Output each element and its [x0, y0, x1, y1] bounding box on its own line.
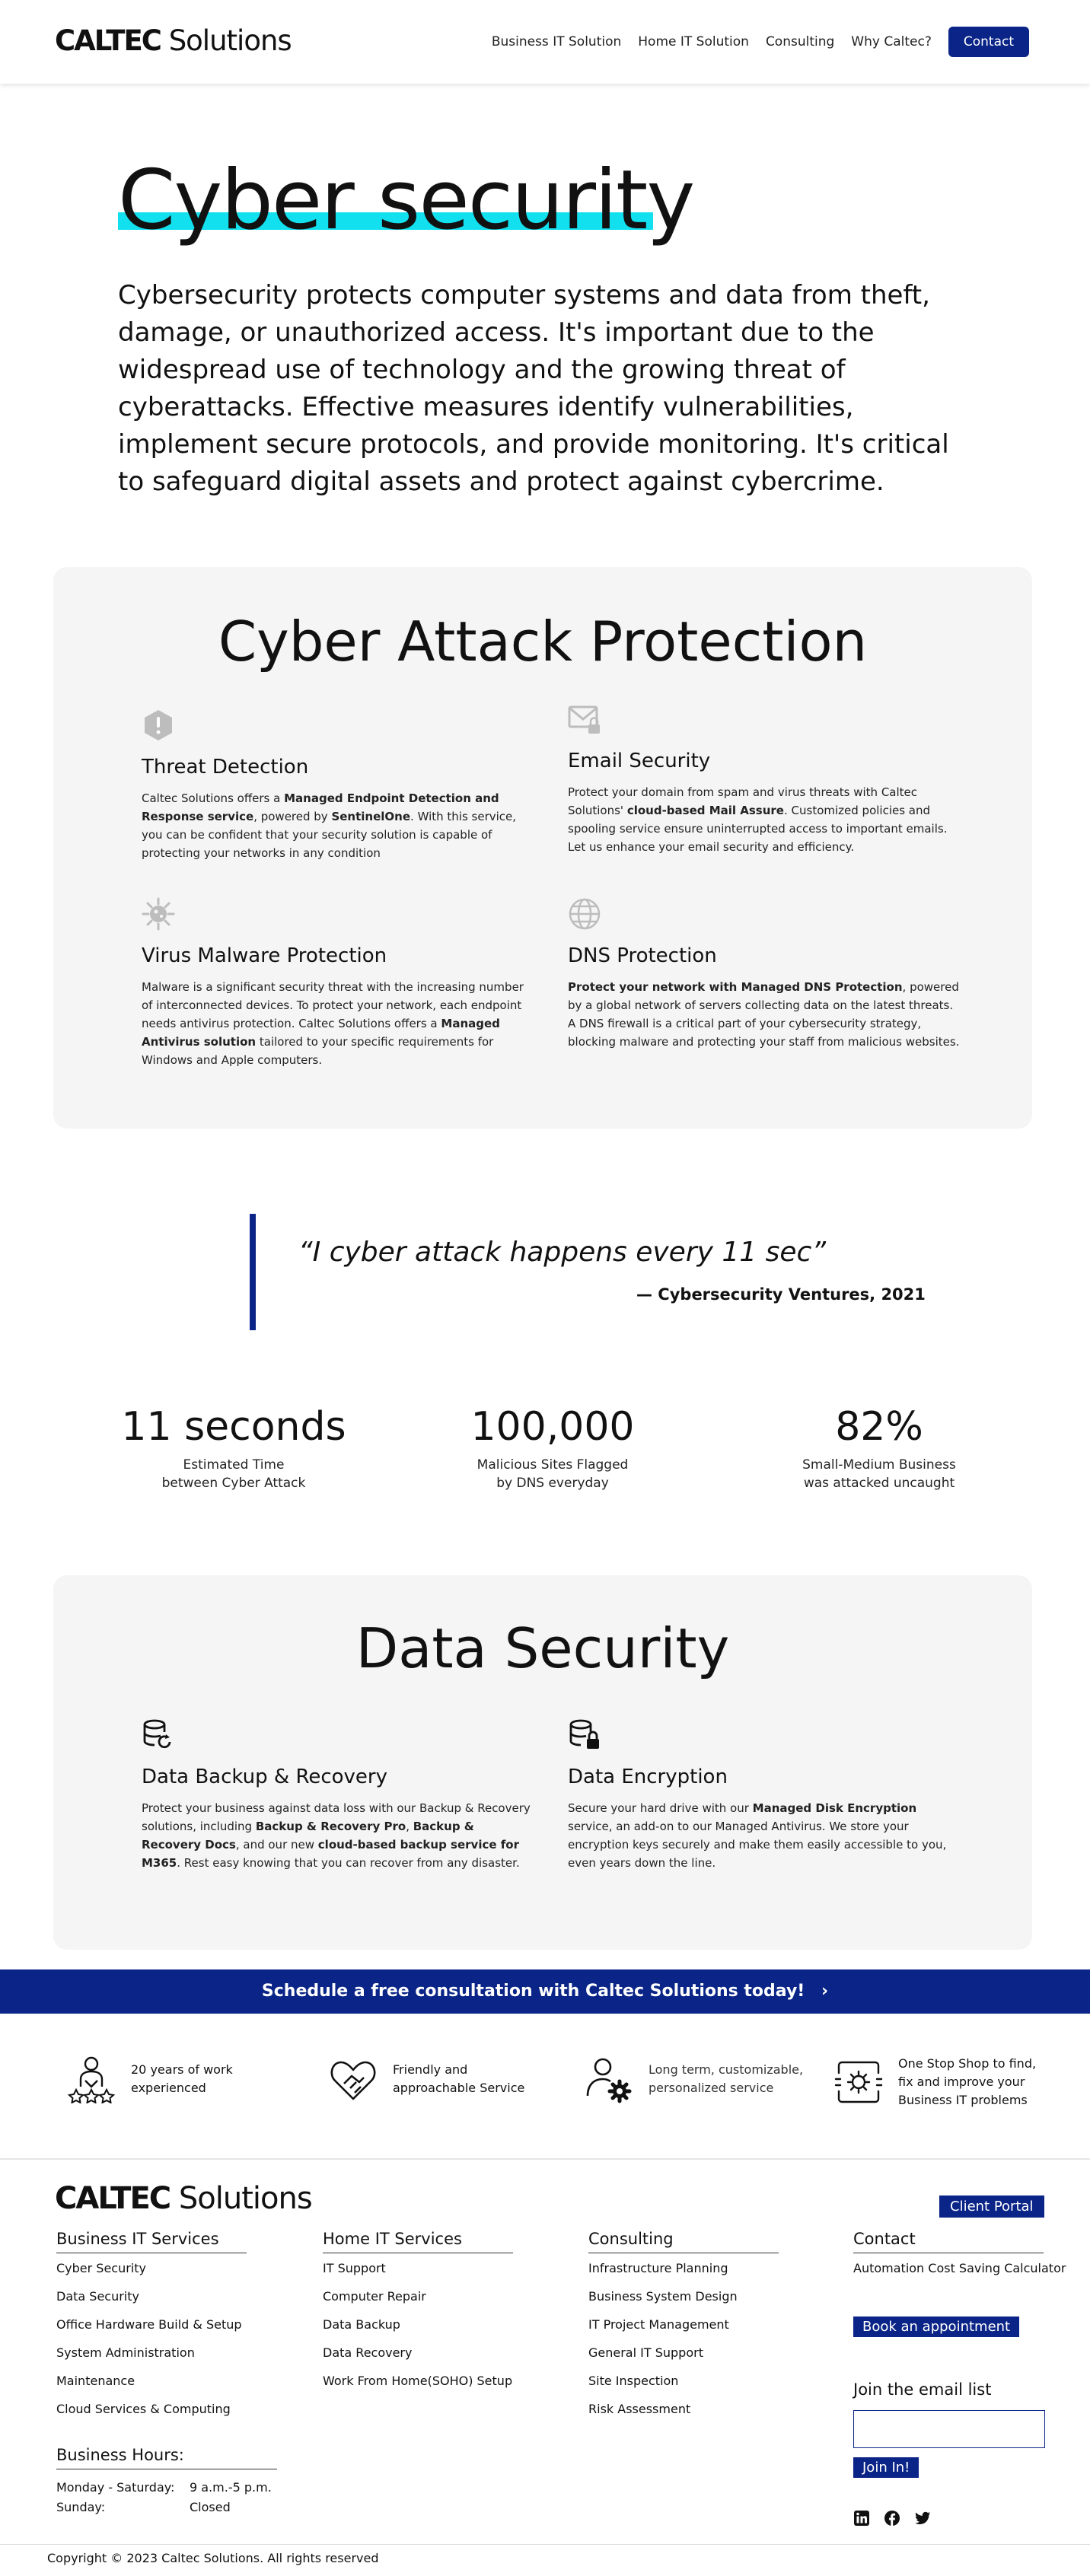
database-lock-icon: [568, 1718, 601, 1752]
virus-icon: [142, 897, 175, 931]
feature-threat-detection: [142, 708, 537, 862]
footer-column-contact: [853, 2230, 1082, 2288]
handshake-heart-icon: [329, 2055, 378, 2103]
feature-title: Email Security: [568, 750, 711, 772]
logo[interactable]: CALTEC Solutions: [55, 24, 292, 57]
stat-label: Malicious Sites Flagged by DNS everyday: [476, 1457, 629, 1491]
divider: [0, 2158, 1090, 2160]
footer-logo[interactable]: CALTEC Solutions: [55, 2181, 312, 2216]
footer-link-system-admin[interactable]: System Administration: [56, 2345, 195, 2360]
stat-value: 11 seconds: [121, 1404, 346, 1450]
site-header: [0, 0, 1090, 84]
feature-text: Protect your network with Managed DNS Protection, powered by a global network of servers collecting data on the latest threats. A DNS firewall is a critical part of your cybersecurity strategy, blocking malware and protecting your staff from malicious websites.: [568, 980, 960, 1049]
hours-row: Sunday: Closed: [56, 2500, 231, 2514]
footer-link-maintenance[interactable]: Maintenance: [56, 2374, 135, 2388]
feature-text: Protect your domain from spam and virus threats with Caltec Solutions' cloud-based Mail Assure. Customized policies and spooling service ensure uninterrupted access to important emails. Let us enhance your email security and efficiency.: [568, 785, 948, 854]
footer-column-title: Consulting: [588, 2230, 779, 2253]
feature-title: Data Encryption: [568, 1766, 728, 1788]
linkedin-icon[interactable]: [853, 2510, 870, 2527]
nav-business-it[interactable]: Business IT Solution: [491, 34, 622, 49]
hero-description: Cybersecurity protects computer systems and data from theft, damage, or unauthorized access. It's important due to the widespread use of technology and the growing threat of cyberattacks. Effective measures identify vulnerabilities, implement secure protocols, and provide monitoring. It's critical to safeguard digital assets and protect against cybercrime.: [118, 280, 949, 497]
gear-frame-icon: [834, 2058, 883, 2106]
contact-button[interactable]: Contact: [948, 27, 1029, 57]
stat-attack-time: [97, 1404, 371, 1492]
footer-link-general-support[interactable]: General IT Support: [588, 2345, 703, 2360]
globe-icon: [568, 897, 601, 931]
hours-row: Monday - Saturday: 9 a.m.-5 p.m.: [56, 2480, 272, 2495]
nav-why-caltec[interactable]: Why Caltec?: [851, 34, 932, 49]
stat-label: Small-Medium Business was attacked uncaught: [802, 1457, 956, 1491]
client-portal-button[interactable]: Client Portal: [939, 2195, 1044, 2218]
feature-text: Caltec Solutions offers a Managed Endpoint Detection and Response service, powered by SentinelOne. With this service, you can be confident that your security solution is capable of protecting your networks in any condition: [142, 791, 517, 860]
feature-email-security: [568, 702, 964, 856]
page-title: Cyber security: [118, 153, 694, 248]
chevron-right-icon: ›: [821, 1982, 829, 2001]
stat-value: 82%: [835, 1404, 923, 1450]
protection-card: [53, 567, 1032, 1129]
stat-malicious-sites: [416, 1404, 690, 1492]
data-security-card: [53, 1575, 1032, 1950]
benefit-one-stop: [834, 2055, 1050, 2110]
footer-link-risk-assessment[interactable]: Risk Assessment: [588, 2402, 691, 2416]
join-button[interactable]: Join In!: [853, 2457, 919, 2478]
footer-link-project-management[interactable]: IT Project Management: [588, 2317, 729, 2332]
banner-text: Schedule a free consultation with Caltec Solutions today!: [261, 1982, 805, 2001]
footer-link-infrastructure[interactable]: Infrastructure Planning: [588, 2261, 728, 2275]
benefit-text: One Stop Shop to find, fix and improve your Business IT problems: [898, 2056, 1037, 2107]
database-refresh-icon: [142, 1718, 175, 1752]
hours-title: Business Hours:: [56, 2446, 277, 2469]
stat-smb-attacked: [742, 1404, 1016, 1492]
facebook-icon[interactable]: [884, 2510, 900, 2527]
email-input[interactable]: [853, 2410, 1045, 2448]
benefit-experience: [67, 2055, 245, 2103]
footer-column-consulting: [588, 2230, 817, 2428]
footer-column-title: Contact: [853, 2230, 1044, 2253]
twitter-icon[interactable]: [914, 2510, 931, 2527]
feature-title: Data Backup & Recovery: [142, 1766, 388, 1788]
stat-value: 100,000: [470, 1404, 635, 1450]
stat-label: Estimated Time between Cyber Attack: [161, 1457, 306, 1491]
benefit-text: Friendly and approachable Service: [393, 2062, 525, 2095]
feature-title: DNS Protection: [568, 944, 717, 967]
feature-title: Threat Detection: [142, 756, 309, 779]
benefit-personalized: [585, 2055, 808, 2103]
footer-link-data-recovery[interactable]: Data Recovery: [323, 2345, 413, 2360]
social-links: [853, 2510, 931, 2527]
feature-text: Protect your business against data loss with our Backup & Recovery solutions, including Backup & Recovery Pro, Backup & Recovery Docs, and our new cloud-based backup service for M365. Rest easy knowing that you can recover from any disaster.: [142, 1801, 531, 1870]
footer-link-it-support[interactable]: IT Support: [323, 2261, 386, 2275]
person-stars-icon: [67, 2055, 116, 2103]
footer-link-cloud-services[interactable]: Cloud Services & Computing: [56, 2402, 231, 2416]
footer-link-data-security[interactable]: Data Security: [56, 2289, 139, 2304]
feature-title: Virus Malware Protection: [142, 944, 387, 967]
business-hours: [56, 2446, 277, 2517]
mail-lock-icon: [568, 702, 601, 736]
consultation-banner[interactable]: [0, 1969, 1090, 2014]
feature-data-backup: [142, 1718, 537, 1872]
protection-title: Cyber Attack Protection: [218, 610, 868, 673]
footer-column-home: [323, 2230, 551, 2400]
footer-link-data-backup[interactable]: Data Backup: [323, 2317, 400, 2332]
feature-data-encryption: [568, 1718, 964, 1872]
footer-link-cost-calculator[interactable]: Automation Cost Saving Calculator: [853, 2261, 1066, 2275]
footer-column-business: [56, 2230, 285, 2428]
footer-link-soho-setup[interactable]: Work From Home(SOHO) Setup: [323, 2374, 513, 2388]
data-security-title: Data Security: [355, 1616, 730, 1680]
benefit-friendly: [329, 2055, 545, 2103]
feature-text: Malware is a significant security threat with the increasing number of interconnected devices. To protect your network, each endpoint needs antivirus protection. Caltec Solutions offers a Managed Antivirus solution tailored to your specific requirements for Windows and Apple computers.: [142, 980, 524, 1067]
shield-alert-icon: [142, 708, 175, 742]
nav-consulting[interactable]: Consulting: [765, 34, 835, 49]
benefit-text: 20 years of work experienced: [131, 2062, 233, 2095]
quote-text: “I cyber attack happens every 11 sec”: [298, 1237, 826, 1268]
quote-source: — Cybersecurity Ventures, 2021: [636, 1285, 926, 1304]
footer-link-hardware-build[interactable]: Office Hardware Build & Setup: [56, 2317, 242, 2332]
nav-home-it[interactable]: Home IT Solution: [638, 34, 749, 49]
feature-virus-protection: [142, 897, 537, 1069]
user-gear-icon: [585, 2055, 633, 2103]
feature-dns-protection: [568, 897, 964, 1051]
copyright-divider: [0, 2544, 1090, 2545]
main-nav: [492, 27, 1029, 57]
footer-link-computer-repair[interactable]: Computer Repair: [323, 2289, 426, 2304]
email-list-label: Join the email list: [853, 2380, 992, 2399]
quote-bar: [250, 1214, 256, 1330]
footer-link-cyber-security[interactable]: Cyber Security: [56, 2261, 147, 2275]
footer-column-title: Home IT Services: [323, 2230, 513, 2253]
footer-link-system-design[interactable]: Business System Design: [588, 2289, 738, 2304]
footer-link-site-inspection[interactable]: Site Inspection: [588, 2374, 679, 2388]
feature-text: Secure your hard drive with our Managed Disk Encryption service, an add-on to our Managed Antivirus. We store your encryption keys securely and make them easily accessible to you, even years down the line.: [568, 1801, 947, 1870]
copyright: Copyright © 2023 Caltec Solutions. All rights reserved: [47, 2551, 379, 2565]
benefit-text: Long term, customizable, personalized service: [649, 2062, 804, 2095]
footer-column-title: Business IT Services: [56, 2230, 247, 2253]
book-appointment-button[interactable]: Book an appointment: [853, 2316, 1019, 2337]
